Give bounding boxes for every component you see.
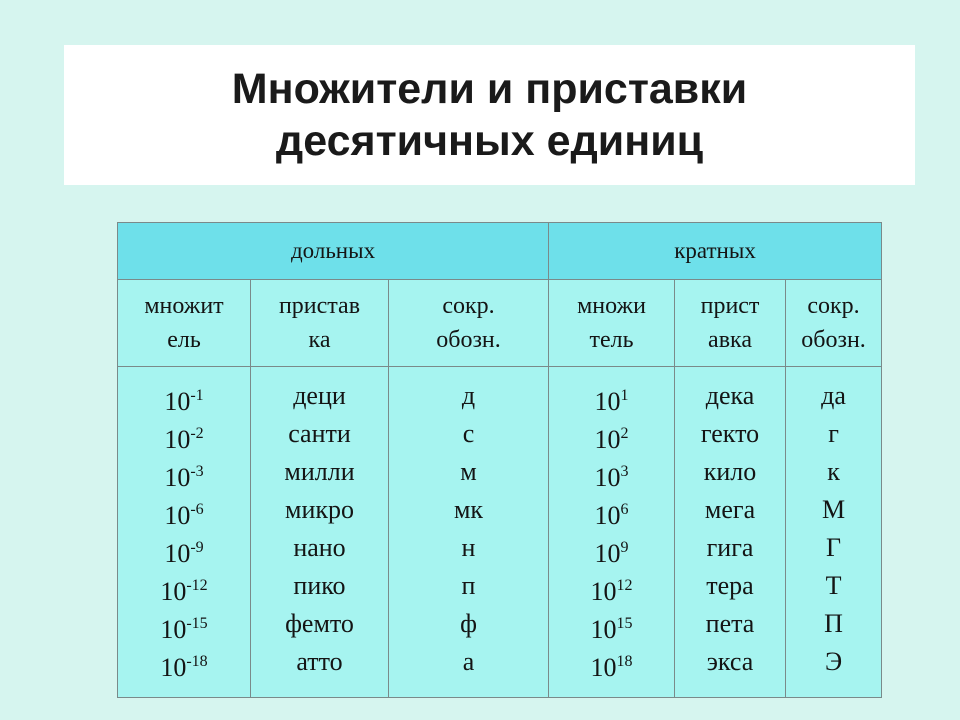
- power-base: 10: [590, 653, 617, 682]
- submultiple-abbr-value: н: [461, 533, 476, 562]
- power-exponent: -18: [186, 653, 208, 670]
- submultiple-abbr-value: мк: [453, 495, 484, 524]
- header-abbr-right-line-1: сокр.: [807, 293, 860, 319]
- title-box: [64, 45, 915, 185]
- multiple-multiplier-list: [549, 377, 674, 681]
- power-base: 10: [594, 539, 621, 568]
- group-header-submultiple: дольных: [118, 223, 549, 280]
- power-base: 10: [594, 425, 621, 454]
- multiple-prefix-value: экса: [706, 647, 754, 676]
- power-base: 10: [164, 425, 191, 454]
- header-abbr-right: [786, 280, 882, 367]
- multiple-abbr-value: г: [828, 419, 839, 448]
- multiple-abbr-cell: [786, 367, 882, 698]
- submultiple-abbr-list: [389, 377, 548, 681]
- submultiple-prefix-value: атто: [296, 647, 343, 676]
- power-exponent: -12: [186, 577, 208, 594]
- submultiple-abbr-value: п: [461, 571, 476, 600]
- submultiple-multiplier-value: [160, 643, 207, 681]
- submultiple-multiplier-cell: [118, 367, 251, 698]
- multiple-prefix-cell: [675, 367, 786, 698]
- power-exponent: 15: [616, 615, 633, 632]
- power-exponent: 3: [620, 463, 629, 480]
- multiple-prefix-value: дека: [705, 381, 755, 410]
- multiple-multiplier-value: [591, 643, 633, 681]
- submultiple-prefix-value: фемто: [285, 609, 354, 638]
- header-multiplier: [118, 280, 251, 367]
- submultiple-prefix-value: милли: [284, 457, 355, 486]
- multiple-prefix-value: кило: [703, 457, 757, 486]
- submultiple-abbr-cell: [389, 367, 549, 698]
- multiple-abbr-value: М: [821, 495, 846, 524]
- submultiple-prefix-list: [251, 377, 388, 681]
- multiple-multiplier-value: [591, 605, 633, 643]
- multiple-abbr-value: Э: [824, 647, 843, 676]
- header-prefix-right-line-2: авка: [708, 327, 752, 353]
- power-exponent: -2: [190, 425, 204, 442]
- multiple-abbr-value: да: [821, 381, 846, 410]
- power-base: 10: [160, 615, 187, 644]
- power-base: 10: [164, 501, 191, 530]
- multiple-prefix-value: пета: [705, 609, 755, 638]
- power-base: 10: [164, 463, 191, 492]
- data-row: [118, 367, 882, 698]
- header-multiplier-right-line-2: тель: [589, 327, 634, 353]
- page-title-line-1: Множители и приставки: [231, 65, 748, 113]
- power-exponent: 18: [616, 653, 633, 670]
- multiple-prefix-value: гига: [706, 533, 754, 562]
- power-exponent: 12: [616, 577, 633, 594]
- submultiple-multiplier-value: [160, 605, 207, 643]
- submultiple-prefix-value: санти: [288, 419, 351, 448]
- prefix-table: [117, 222, 882, 698]
- header-abbr-right-line-2: обозн.: [801, 327, 866, 353]
- power-exponent: 6: [620, 501, 629, 518]
- submultiple-prefix-value: микро: [285, 495, 354, 524]
- power-base: 10: [594, 387, 621, 416]
- header-prefix-right: [675, 280, 786, 367]
- power-exponent: 1: [620, 387, 629, 404]
- submultiple-multiplier-list: [118, 377, 250, 681]
- multiple-multiplier-value: [595, 415, 629, 453]
- multiple-prefix-value: мега: [704, 495, 756, 524]
- submultiple-prefix-value: нано: [293, 533, 346, 562]
- submultiple-multiplier-value: [164, 453, 203, 491]
- header-abbr: [389, 280, 549, 367]
- multiple-prefix-value: тера: [706, 571, 754, 600]
- multiple-multiplier-value: [591, 567, 633, 605]
- multiple-prefix-value: гекто: [700, 419, 760, 448]
- header-multiplier-line-2: ель: [167, 327, 201, 353]
- power-exponent: -9: [190, 539, 204, 556]
- header-multiplier-right: [549, 280, 675, 367]
- multiple-abbr-value: Г: [826, 533, 842, 562]
- multiple-abbr-list: [786, 377, 881, 681]
- power-base: 10: [590, 577, 617, 606]
- multiple-multiplier-value: [595, 491, 629, 529]
- submultiple-prefix-value: деци: [293, 381, 346, 410]
- power-base: 10: [164, 539, 191, 568]
- header-multiplier-line-1: множит: [144, 293, 224, 319]
- header-abbr-line-2: обозн.: [436, 327, 501, 353]
- submultiple-multiplier-value: [164, 415, 203, 453]
- group-header-multiple: кратных: [549, 223, 882, 280]
- power-exponent: -15: [186, 615, 208, 632]
- power-base: 10: [594, 463, 621, 492]
- submultiple-abbr-value: а: [462, 647, 475, 676]
- submultiple-abbr-value: с: [462, 419, 475, 448]
- page-title-line-2: десятичных единиц: [275, 117, 704, 165]
- header-multiplier-right-line-1: множи: [577, 293, 646, 319]
- header-prefix-line-1: пристав: [278, 293, 361, 319]
- power-exponent: 2: [620, 425, 629, 442]
- submultiple-multiplier-value: [164, 377, 203, 415]
- multiple-abbr-value: П: [824, 609, 843, 638]
- multiple-multiplier-value: [595, 453, 629, 491]
- multiple-abbr-value: к: [827, 457, 840, 486]
- submultiple-prefix-value: пико: [293, 571, 346, 600]
- group-header-row: [118, 223, 882, 280]
- multiple-multiplier-cell: [549, 367, 675, 698]
- submultiple-multiplier-value: [160, 567, 207, 605]
- submultiple-abbr-value: д: [461, 381, 476, 410]
- power-exponent: -6: [190, 501, 204, 518]
- header-abbr-line-1: сокр.: [442, 293, 495, 319]
- multiple-multiplier-value: [595, 377, 629, 415]
- multiple-prefix-list: [675, 377, 785, 681]
- power-base: 10: [160, 653, 187, 682]
- header-prefix-right-line-1: прист: [700, 293, 760, 319]
- power-base: 10: [590, 615, 617, 644]
- submultiple-multiplier-value: [164, 491, 203, 529]
- power-base: 10: [164, 387, 191, 416]
- power-exponent: -3: [190, 463, 204, 480]
- power-exponent: -1: [190, 387, 204, 404]
- submultiple-multiplier-value: [164, 529, 203, 567]
- column-header-row: [118, 280, 882, 367]
- header-prefix-line-2: ка: [308, 327, 331, 353]
- header-prefix: [251, 280, 389, 367]
- submultiple-abbr-value: ф: [460, 609, 477, 638]
- multiple-multiplier-value: [595, 529, 629, 567]
- multiple-abbr-value: Т: [825, 571, 842, 600]
- power-base: 10: [160, 577, 187, 606]
- submultiple-prefix-cell: [251, 367, 389, 698]
- submultiple-abbr-value: м: [460, 457, 477, 486]
- power-exponent: 9: [620, 539, 629, 556]
- power-base: 10: [594, 501, 621, 530]
